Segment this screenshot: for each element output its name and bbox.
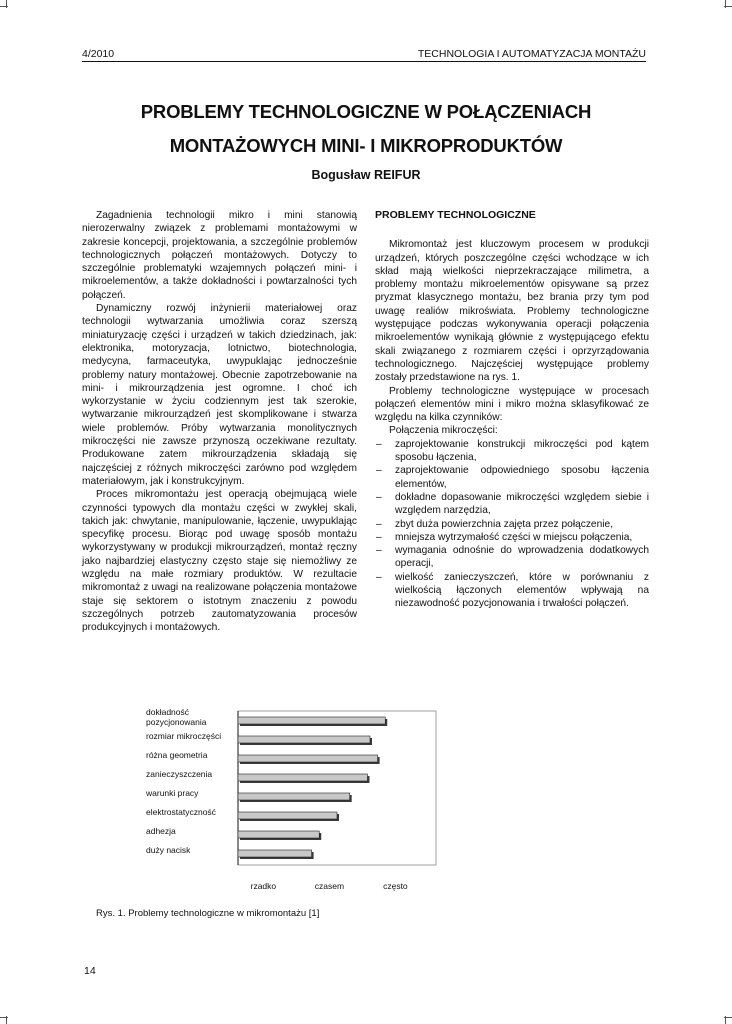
list-item: – zbyt duża powierzchnia zajęta przez połączenie,: [375, 518, 649, 531]
list-item: – zaprojektowanie odpowiedniego sposobu łączenia elementów,: [375, 464, 649, 491]
bar: [238, 736, 370, 743]
paragraph: Proces mikromontażu jest operacją obejmującą wiele czynności typowych dla montażu części w zwykłej skali, takich jak: chwytanie, manipulowanie, łączenie, uwypuklając specyfikę procesu. Biorąc pod uwagę sposób montażu wykorzystywany w produkcji mikrourządzeń, montaż ręczny jako najbardziej elastyczny często staje się niemożliwy ze względu na małe rozmiary produktów. W rezultacie mikromontaż z uwagi na realizowane połączenia montażowe staje się sektorem o istotnym znaczeniu z powodu szczególnych potrzeb zautomatyzowania procesów produkcyjnych i montażowych.: [82, 489, 357, 634]
paragraph: Mikromontaż jest kluczowym procesem w produkcji urządzeń, których poszczególne części wchodzące w ich skład mają wielkości nieprzekraczające milimetra, a problemy montażu mikroelementów opisywane są przez pryzmat klasycznego montażu, bez brania przy tym pod uwagę realiów mikroświata. Problemy technologiczne występujące podczas wykonywania operacji połączenia mikroelementów wynikają głównie z występującego efektu skali związanego z rozmiarem części i oprzyrządowania technologicznego. Najczęściej występujące problemy zostały przedstawione na rys. 1.: [375, 239, 649, 384]
category-label: różna geometria: [146, 750, 208, 760]
section-heading: PROBLEMY TECHNOLOGICZNE: [375, 209, 536, 221]
list-item: – dokładne dopasowanie mikroczęści względem siebie i względem narzędzia,: [375, 491, 649, 518]
article-author: Bogusław REIFUR: [311, 168, 421, 182]
list-item: – wielkość zanieczyszczeń, które w porównaniu z wielkością łączonych elementów wpływają na niezawodność pozycjonowania i trwałości połączeń.: [375, 571, 649, 611]
category-label: dokładność: [146, 707, 190, 717]
category-label: elektrostatyczność: [146, 807, 216, 817]
category-label: zanieczyszczenia: [146, 769, 213, 779]
journal-issue: 4/2010: [82, 48, 115, 60]
figure-caption: Rys. 1. Problemy technologiczne w mikromontażu [1]: [96, 908, 320, 919]
right-column: [375, 209, 649, 611]
crop-mark: [724, 6, 732, 7]
paragraph: Problemy technologiczne występujące w procesach połączeń elementów mini i mikro można sklasyfikować ze względu na kilka czynników:: [375, 385, 649, 424]
bar: [238, 812, 337, 819]
list-item: – zaprojektowanie konstrukcji mikroczęści pod kątem sposobu łączenia,: [375, 438, 649, 465]
crop-mark: [0, 6, 8, 7]
crop-mark: [724, 1017, 732, 1018]
bar-chart: [140, 705, 440, 895]
category-label: duży nacisk: [146, 845, 191, 855]
category-label: adhezja: [146, 826, 176, 836]
bar: [238, 850, 312, 857]
journal-title: TECHNOLOGIA I AUTOMATYZACJA MONTAŻU: [417, 48, 646, 60]
category-label: warunki pracy: [146, 788, 199, 798]
paragraph: Dynamiczny rozwój inżynierii materiałowej oraz technologii wytwarzania umożliwia coraz szerszą miniaturyzację części i urządzeń w takich dziedzinach, jak: elektronika, motoryzacja, lotnictwo, biotechnologia, medycyna, farmaceutyka, uwypuklając jednocześnie problemy natury montażowej. Obecnie zapotrzebowanie na mini- i mikrourządzenia jest ogromne. I choć ich wykorzystanie w życiu codziennym jest tak szerokie, wytwarzanie mikrourządzeń jest skomplikowane i stwarza wiele problemów. Próby wytwarzania monolitycznych mikroczęści nie zawsze przynoszą oczekiwane rezultaty. Produkowane zatem mikrourządzenia składają się najczęściej z różnych mikroczęści zarówno pod względem materiałowym, jak i konstrukcyjnym.: [82, 303, 357, 487]
problem-list: [375, 438, 649, 611]
bar: [238, 793, 350, 800]
plot-frame: [238, 711, 436, 865]
list-item: – wymagania odnośnie do wprowadzenia dodatkowych operacji,: [375, 544, 649, 571]
x-tick-label: czasem: [314, 881, 345, 891]
bar: [238, 755, 378, 762]
article-title-line-1: PROBLEMY TECHNOLOGICZNE W POŁĄCZENIACH: [140, 101, 592, 122]
crop-mark: [0, 1017, 8, 1018]
header-divider: [82, 61, 646, 62]
bar: [238, 831, 319, 838]
list-heading: Połączenia mikroczęści:: [389, 425, 498, 437]
figure-1: [140, 705, 440, 895]
category-label: rozmiar mikroczęści: [146, 731, 222, 741]
bar: [238, 774, 367, 781]
x-tick-label: rzadko: [250, 881, 277, 891]
article-title-line-2: MONTAŻOWYCH MINI- I MIKROPRODUKTÓW: [169, 135, 563, 156]
page-number: 14: [84, 965, 96, 977]
paragraph: Zagadnienia technologii mikro i mini stanowią nierozerwalny związek z problemami montażowymi w zakresie koncepcji, projektowania, a szczególnie problemów technologicznych połączeń montażowych. Dotyczy to szczególnie problematyki wzajemnych połączeń mini- i mikroelementów, a także dokładności i powtarzalności tych połączeń.: [82, 210, 357, 301]
bar: [238, 717, 385, 724]
category-label: pozycjonowania: [146, 717, 207, 727]
left-column: [82, 209, 357, 635]
list-item: – mniejsza wytrzymałość części w miejscu połączenia,: [375, 531, 649, 544]
x-tick-label: często: [383, 881, 408, 891]
